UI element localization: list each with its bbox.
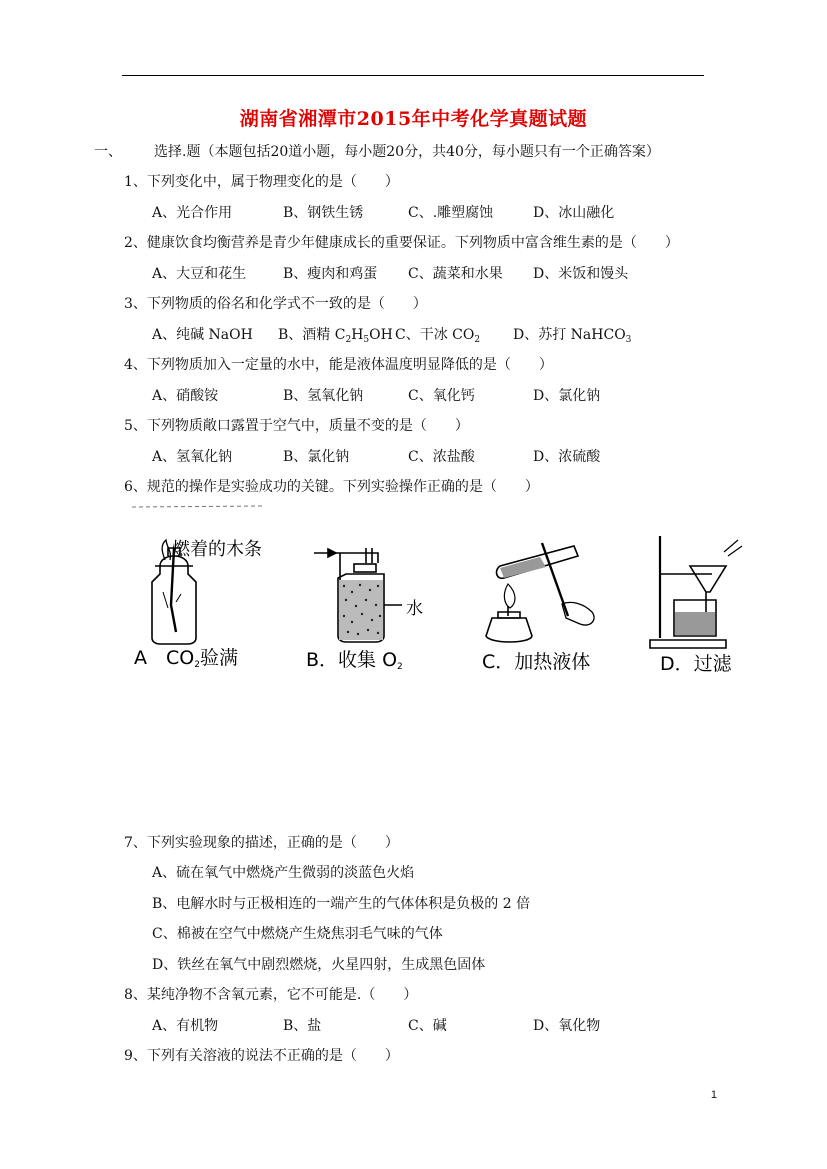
caption-a: A $CO_2$验满 — [134, 647, 238, 670]
option-d: D、冰山融化 — [533, 205, 615, 221]
question-7-option-d: D、铁丝在氧气中剧烈燃烧，火星四射，生成黑色固体 — [152, 957, 486, 973]
scan-artifact — [132, 506, 262, 507]
arrow-icon — [328, 549, 336, 557]
question-9: 9、下列有关溶液的说法不正确的是（ ） — [124, 1048, 399, 1064]
question-5: 5、下列物质敞口露置于空气中，质量不变的是（ ） — [124, 418, 469, 434]
option-b: B、盐 — [283, 1018, 322, 1034]
question-3: 3、下列物质的俗名和化学式不一致的是（ ） — [124, 296, 427, 312]
option-b: B、瘦肉和鸡蛋 — [283, 266, 378, 282]
caption-c: C．加热液体 — [482, 651, 591, 673]
section-number: 一、 — [94, 144, 122, 160]
question-7-option-a: A、硫在氧气中燃烧产生微弱的淡蓝色火焰 — [152, 865, 415, 881]
page-title: 湖南省湘潭市2015年中考化学真题试题 — [239, 108, 588, 130]
page-number: 1 — [710, 1089, 717, 1101]
question-7-option-b: B、电解水时与正极相连的一端产生的气体体积是负极的 2 倍 — [152, 896, 531, 912]
option-b: B、氢氧化钠 — [283, 388, 364, 404]
option-d: D、氯化钠 — [533, 388, 601, 404]
question-7: 7、下列实验现象的描述，正确的是（ ） — [124, 835, 399, 851]
option-a: A、有机物 — [152, 1018, 219, 1034]
caption-d: D．过滤 — [660, 653, 732, 675]
option-a: A、纯碱 NaOH — [152, 327, 253, 343]
option-a: A、光合作用 — [152, 205, 233, 221]
option-b: B、钢铁生锈 — [283, 205, 364, 221]
label-burning-splint: 燃着的木条 — [172, 539, 262, 560]
figure-d-filtration — [650, 536, 742, 648]
option-c: C、蔬菜和水果 — [408, 266, 503, 282]
option-d: D、氧化物 — [533, 1018, 601, 1034]
figure-b-collect-o2 — [314, 548, 402, 642]
option-d: D、米饭和馒头 — [533, 266, 629, 282]
option-a: A、硝酸铵 — [152, 388, 219, 404]
option-c: C、碱 — [408, 1018, 447, 1034]
option-d: D、浓硫酸 — [533, 449, 601, 465]
option-c: C、.雕塑腐蚀 — [408, 205, 494, 221]
option-c: C、干冰 $CO_2$ — [395, 327, 481, 345]
question-8: 8、某纯净物不含氧元素，它不可能是.（ ） — [124, 987, 418, 1003]
option-c: C、氧化钙 — [408, 388, 475, 404]
question-1: 1、下列变化中，属于物理变化的是（ ） — [124, 174, 399, 190]
question-2: 2、健康饮食均衡营养是青少年健康成长的重要保证。下列物质中富含维生素的是（ ） — [124, 235, 679, 251]
option-b: B、酒精 $C_2H_5OH$ — [278, 327, 393, 345]
option-d: D、苏打 NaHCO$_3$ — [513, 327, 632, 345]
section-instructions: 选择.题（本题包括20道小题，每小题20分，共40分，每小题只有一个正确答案） — [154, 144, 660, 160]
question-6: 6、规范的操作是实验成功的关键。下列实验操作正确的是（ ） — [124, 479, 539, 495]
option-a: A、大豆和花生 — [152, 266, 247, 282]
option-b: B、氯化钠 — [283, 449, 350, 465]
label-water: 水 — [406, 599, 423, 619]
question-7-option-c: C、棉被在空气中燃烧产生烧焦羽毛气味的气体 — [152, 926, 443, 942]
question-4: 4、下列物质加入一定量的水中，能是液体温度明显降低的是（ ） — [124, 357, 553, 373]
option-a: A、氢氧化钠 — [152, 449, 233, 465]
figure-c-heat-liquid — [486, 543, 594, 642]
option-c: C、浓盐酸 — [408, 449, 475, 465]
caption-b: B．收集 $O_2$ — [306, 649, 403, 672]
